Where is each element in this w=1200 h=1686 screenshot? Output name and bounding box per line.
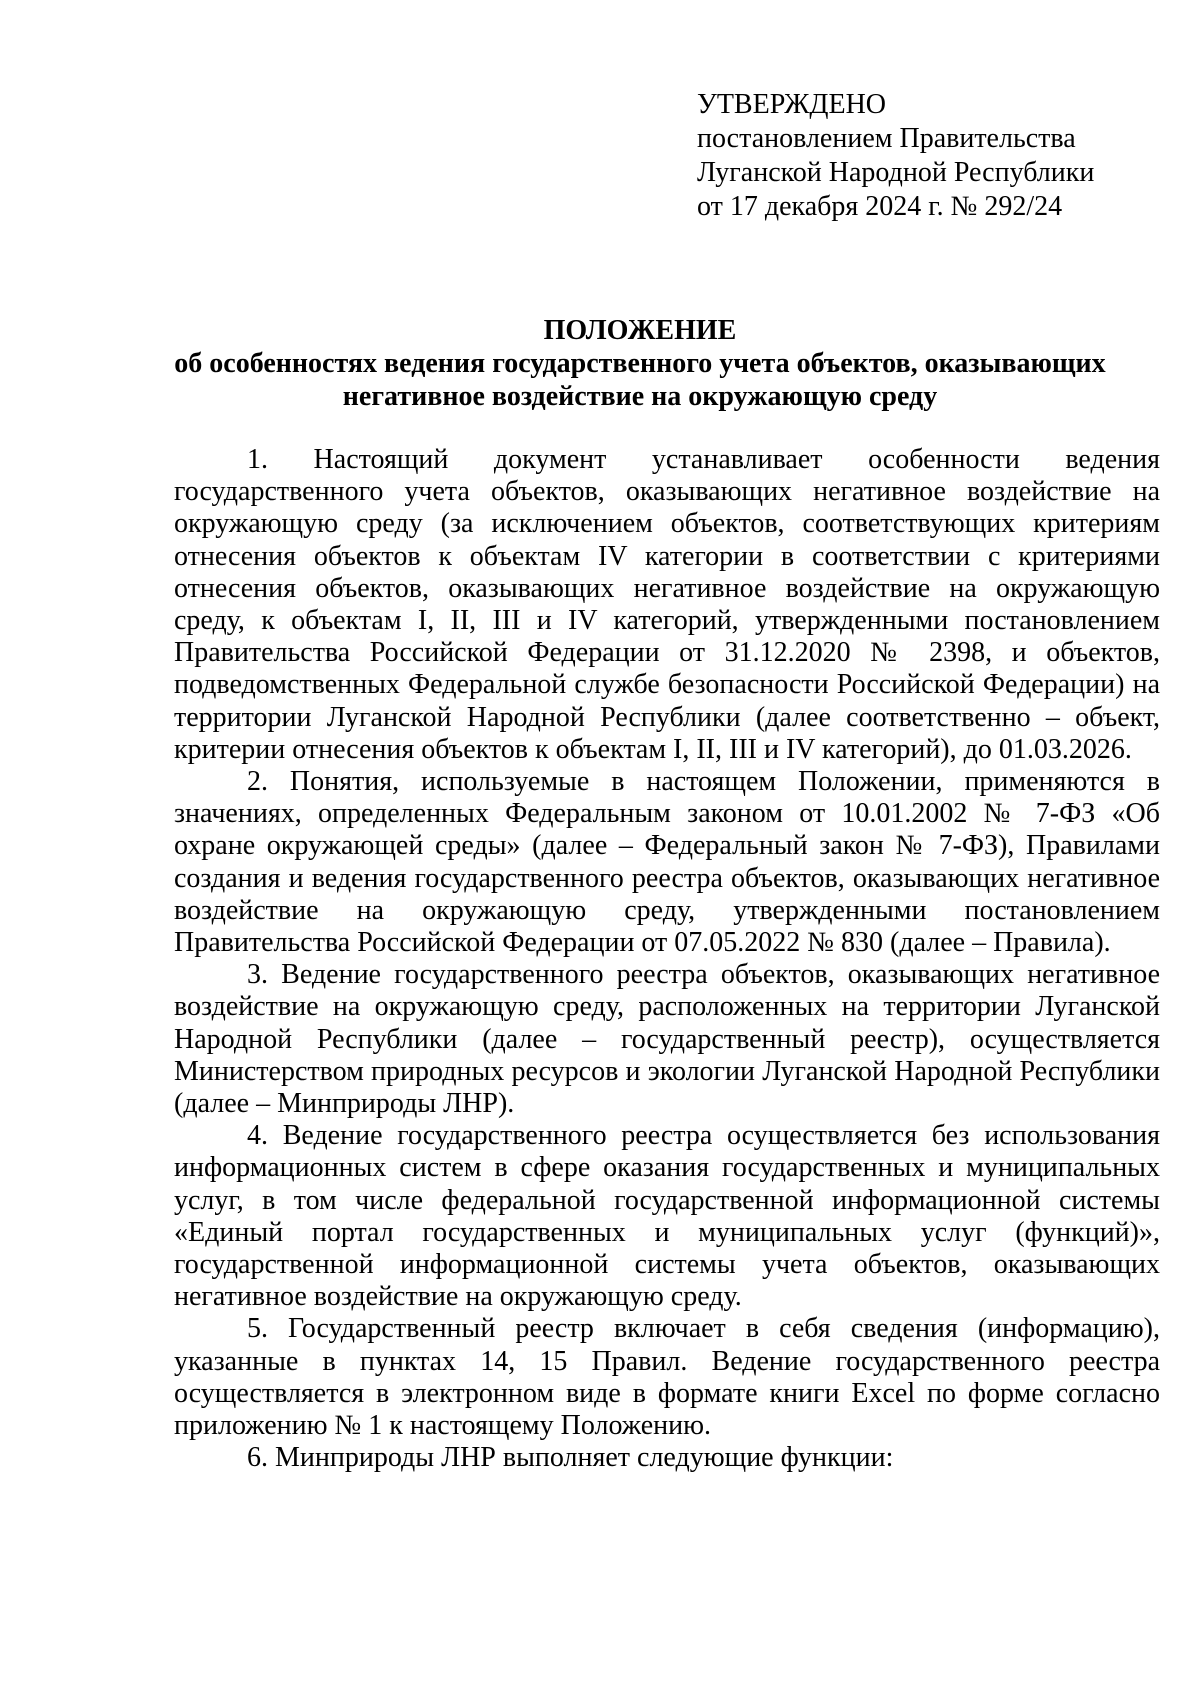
document-body <box>174 444 1160 1475</box>
paragraph-5: 5. Государственный реестр включает в себя сведения (информацию), указанные в пунктах 14, 15 Правил. Ведение государственного реестра осуществляется в электронном виде в формате книги Excel по форме согласно приложению № 1 к настоящему Положению. <box>174 1313 1160 1442</box>
approval-line: Луганской Народной Республики <box>697 157 1095 188</box>
title-subtitle-line: об особенностях ведения государственного учета объектов, оказывающих <box>174 348 1106 379</box>
paragraph-4: 4. Ведение государственного реестра осуществляется без использования информационных систем в сфере оказания государственных и муниципальных услуг, в том числе федеральной государственной информационной системы «Единый портал государственных и муниципальных услуг (функций)», государственной информационной системы учета объектов, оказывающих негативное воздействие на окружающую среду. <box>174 1120 1160 1313</box>
approval-heading: УТВЕРЖДЕНО <box>697 89 887 120</box>
title-subtitle-line: негативное воздействие на окружающую среду <box>342 381 938 412</box>
paragraph-6: 6. Минприроды ЛНР выполняет следующие функции: <box>247 1442 894 1474</box>
approval-date: от 17 декабря 2024 г. № 292/24 <box>697 191 1063 222</box>
approval-stamp <box>697 88 1177 224</box>
paragraph-3: 3. Ведение государственного реестра объектов, оказывающих негативное воздействие на окружающую среду, расположенных на территории Луганской Народной Республики (далее – государственный реестр), осуществляется Министерством природных ресурсов и экологии Луганской Народной Республики (далее – Минприроды ЛНР). <box>174 959 1160 1120</box>
document-title <box>120 314 1160 413</box>
title-main: ПОЛОЖЕНИЕ <box>543 315 737 346</box>
paragraph-1: 1. Настоящий документ устанавливает особенности ведения государственного учета объектов, оказывающих негативное воздействие на окружающую среду (за исключением объектов, соответствующих критериям отнесения объектов к объектам IV категории в соответствии с критериями отнесения объектов, оказывающих негативное воздействие на окружающую среду, к объектам I, II, III и IV категорий, утвержденными постановлением Правительства Российской Федерации от 31.12.2020 № 2398, и объектов, подведомственных Федеральной службе безопасности Российской Федерации) на территории Луганской Народной Республики (далее соответственно – объект, критерии отнесения объектов к объектам I, II, III и IV категорий), до 01.03.2026. <box>174 444 1160 765</box>
paragraph-2: 2. Понятия, используемые в настоящем Положении, применяются в значениях, определенных Федеральным законом от 10.01.2002 № 7-ФЗ «Об охране окружающей среды» (далее – Федеральный закон № 7-ФЗ), Правилами создания и ведения государственного реестра объектов, оказывающих негативное воздействие на окружающую среду, утвержденными постановлением Правительства Российской Федерации от 07.05.2022 № 830 (далее – Правила). <box>174 766 1160 959</box>
approval-line: постановлением Правительства <box>697 123 1076 154</box>
